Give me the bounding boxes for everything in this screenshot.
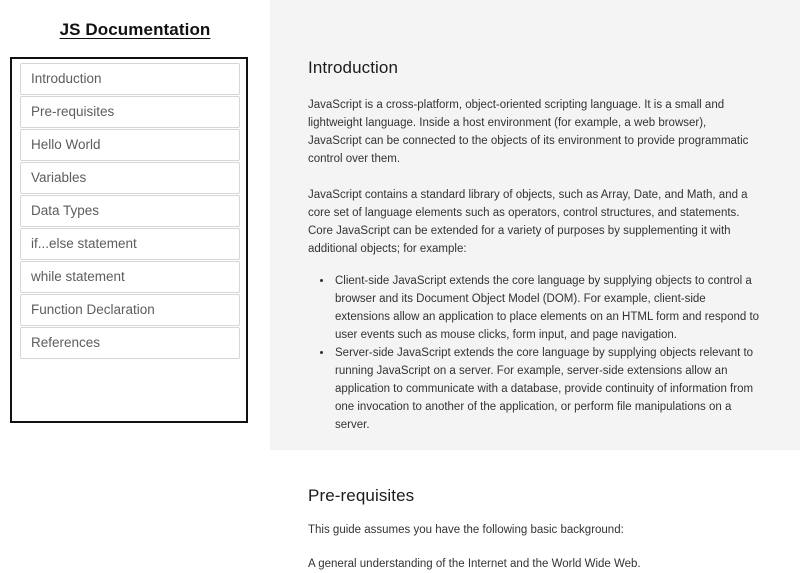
sidebar-item-pre-requisites[interactable]: Pre-requisites <box>20 96 240 128</box>
clipped-text-line: A general understanding of the Internet and the World Wide Web. <box>308 558 641 570</box>
list-item <box>12 228 246 260</box>
sidebar-item-function-declaration[interactable]: Function Declaration <box>20 294 240 326</box>
list-item <box>12 162 246 194</box>
list-item <box>12 195 246 227</box>
nav-list-container <box>10 57 248 423</box>
sidebar-item-introduction[interactable]: Introduction <box>20 63 240 95</box>
section-pre-requisites <box>308 434 760 570</box>
list-item: • Server-side JavaScript extends the core language by supplying objects relevant to running JavaScript on a server. For example, server-side extensions allow an application to communicate with a database, provide continuity of information from one invocation to another of the application, or perform file manipulations on a server. <box>333 344 760 434</box>
nav-list <box>12 63 246 359</box>
sidebar-item-while-statement[interactable]: while statement <box>20 261 240 293</box>
list-item <box>12 261 246 293</box>
list-item <box>12 327 246 359</box>
section-heading-pre-requisites: Pre-requisites <box>308 486 415 505</box>
bullet-list <box>308 272 760 434</box>
paragraph: JavaScript contains a standard library of objects, such as Array, Date, and Math, and a core set of language elements such as operators, control structures, and statements. Core JavaScript can be extended for a variety of purposes by supplementing it with additional objects; for example: <box>308 189 748 255</box>
sidebar-item-references[interactable]: References <box>20 327 240 359</box>
sidebar-navbar <box>0 0 270 450</box>
paragraph: This guide assumes you have the following basic background: <box>308 524 624 536</box>
section-heading-introduction: Introduction <box>308 58 399 77</box>
sidebar-item-data-types[interactable]: Data Types <box>20 195 240 227</box>
sidebar-item-if-else-statement[interactable]: if...else statement <box>20 228 240 260</box>
main-doc <box>270 0 800 570</box>
list-item <box>12 96 246 128</box>
section-introduction <box>308 0 760 434</box>
list-item <box>12 63 246 95</box>
list-item <box>12 129 246 161</box>
sidebar-item-hello-world[interactable]: Hello World <box>20 129 240 161</box>
list-item: • Client-side JavaScript extends the core language by supplying objects to control a browser and its Document Object Model (DOM). For example, client-side extensions allow an application to place elements on an HTML form and respond to user events such as mouse clicks, form input, and page navigation. <box>333 272 760 344</box>
paragraph: JavaScript is a cross-platform, object-oriented scripting language. It is a small and lightweight language. Inside a host environment (for example, a web browser), JavaScript can be connected to the objects of its environment to provide programmatic control over them. <box>308 99 749 165</box>
list-item <box>12 294 246 326</box>
sidebar-item-variables[interactable]: Variables <box>20 162 240 194</box>
page-title: JS Documentation <box>59 20 211 39</box>
